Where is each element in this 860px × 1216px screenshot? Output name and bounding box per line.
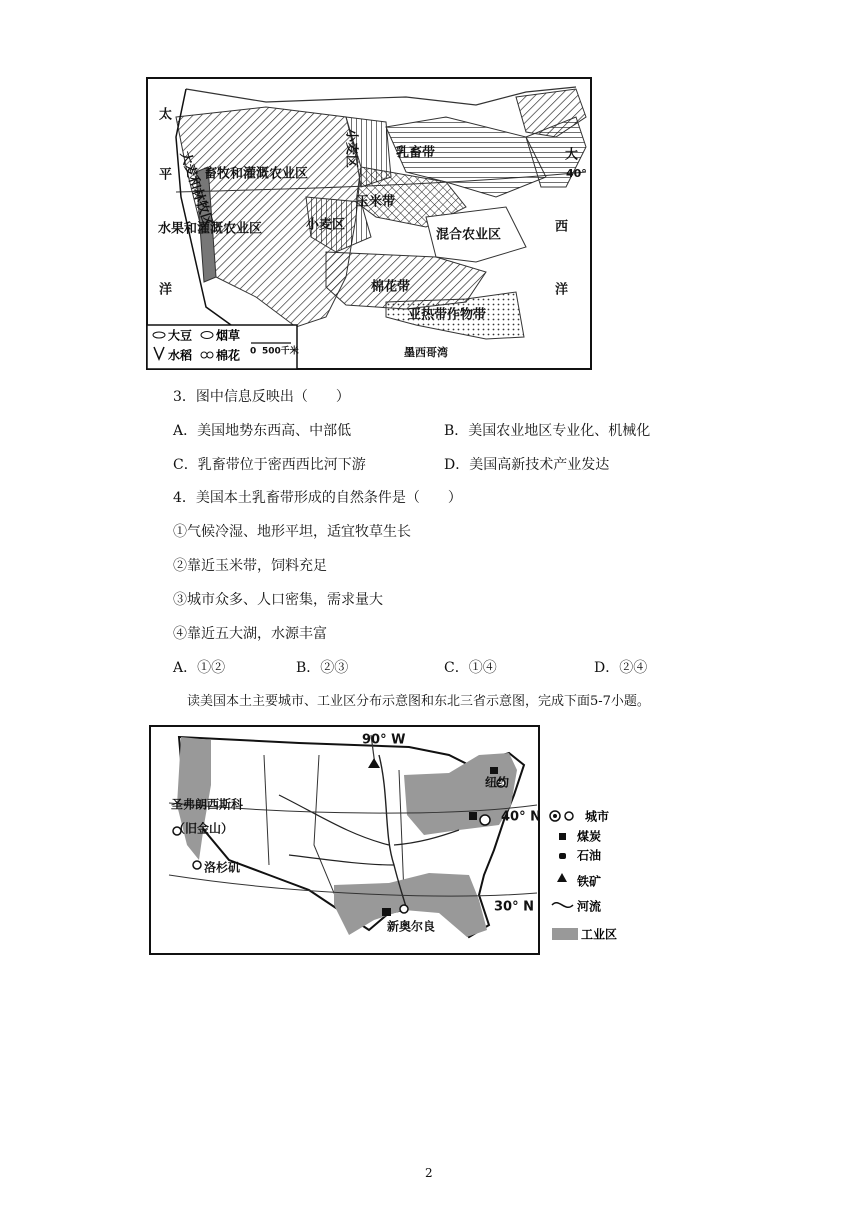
q4-statement-3: ③城市众多、人口密集，需求量大 [173,592,383,608]
oil-legend-icon [559,853,566,859]
industry-legend-icon [552,928,578,940]
city-no-label: 新奥尔良 [387,919,436,934]
legend-cotton: 棉花 [216,348,241,363]
region-winter-wheat: 小麦区 [306,217,346,233]
legend-river: 河流 [577,899,602,914]
agriculture-map [146,77,592,370]
city-la-marker [193,861,201,869]
city-sf-alt-label: （旧金山） [173,821,234,836]
q3-option-b: B．美国农业地区专业化、机械化 [444,423,651,439]
q3-stem: 3．图中信息反映出（ ） [173,389,350,405]
q4-statement-4: ④靠近五大湖，水源丰富 [173,626,327,642]
q4-stem: 4．美国本土乳畜带形成的自然条件是（ ） [173,490,462,506]
city-sf-label: 圣弗朗西斯科 [171,797,244,812]
q4-option-a: A．①② [173,660,226,676]
region-corn: 玉米带 [356,194,396,210]
legend-oil: 石油 [577,848,602,863]
coal-marker-pittsburgh [469,812,477,820]
gulf-of-mexico: 墨西哥湾 [404,346,448,359]
city-pittsburgh-marker [480,815,490,825]
city-la-label: 洛杉矶 [204,860,241,875]
ocean-atlantic-2: 西 [555,219,569,235]
q4-option-c: C．①④ [444,660,497,676]
legend-rice: 水稻 [168,348,193,363]
q3-option-c: C．乳畜带位于密西西比河下游 [173,457,366,473]
city-legend-icon [550,811,573,821]
latitude-40n: 40° N [501,809,541,825]
legend-city: 城市 [585,809,610,824]
scale-label: 500千米 [262,346,299,357]
legend-tobacco: 烟草 [216,328,241,343]
legend-iron: 铁矿 [577,874,602,889]
region-spring-wheat: 小麦区 [343,129,359,169]
q4-statement-2: ②靠近玉米带，饲料充足 [173,558,327,574]
region-cotton: 棉花带 [371,279,411,295]
q3-option-a: A．美国地势东西高、中部低 [173,423,352,439]
region-dairy: 乳畜带 [396,145,436,161]
ocean-atlantic-1: 大 [565,147,579,163]
legend-coal: 煤炭 [577,829,602,844]
scale-zero: 0 [250,346,257,357]
region-subtropical: 亚热带作物带 [408,307,487,323]
ocean-atlantic-3: 洋 [555,282,569,298]
q4-option-b: B．②③ [296,660,349,676]
coal-legend-icon [559,833,566,840]
q4-statement-1: ①气候冷湿、地形平坦，适宜牧草生长 [173,524,411,540]
q3-option-d: D．美国高新技术产业发达 [444,457,610,473]
region-fruit: 水果和灌溉农业区 [158,221,263,237]
ocean-pacific-2: 平 [159,167,173,183]
legend-soybean: 大豆 [168,328,193,343]
q4-option-d: D．②④ [594,660,648,676]
region-pasture: 畜牧和灌溉农业区 [204,166,309,182]
city-no-marker [400,905,408,913]
region-mixed: 混合农业区 [436,227,502,243]
longitude-90w: 90° W [362,732,406,748]
industry-map [149,725,638,957]
river-legend-icon [552,903,573,908]
oil-marker-gulf [382,908,391,916]
legend-industry: 工业区 [581,927,618,942]
city-ny-label: 纽约 [485,775,510,790]
region-wheat-forestry: 大麦和林牧区 [176,149,216,229]
coal-marker-ny [490,767,498,774]
iron-legend-icon [557,873,567,882]
latitude-30n: 30° N [494,899,534,915]
section-intro: 读美国本土主要城市、工业区分布示意图和东北三省示意图，完成下面5-7小题。 [187,694,650,709]
ocean-pacific-3: 洋 [159,282,173,298]
latitude-40: 40° [566,167,587,180]
page-number: 2 [425,1166,433,1180]
ocean-pacific-1: 太 [159,107,173,123]
